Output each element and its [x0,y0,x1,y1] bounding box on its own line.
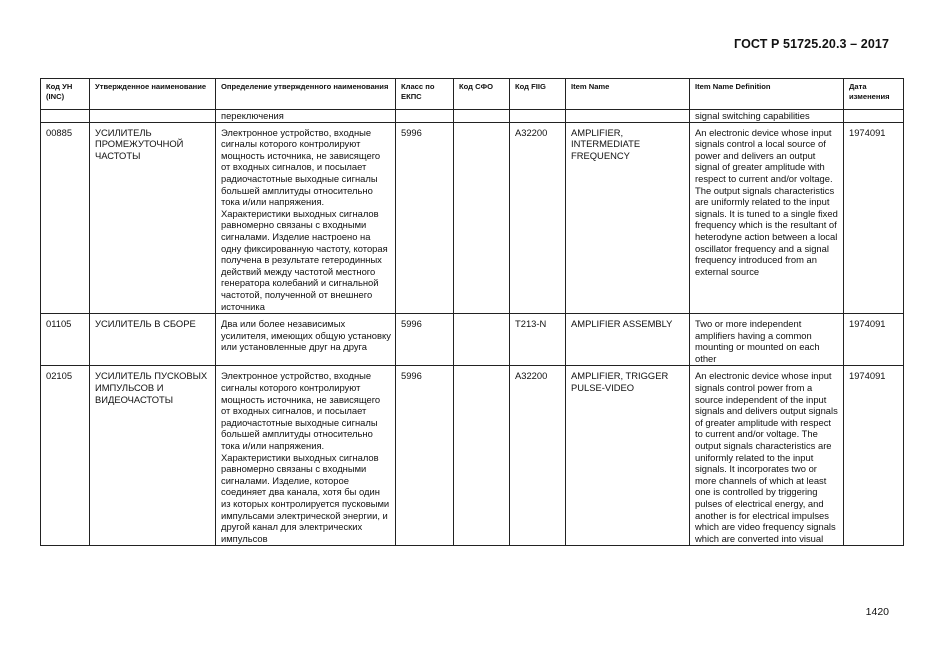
cell-inc [41,110,90,123]
document-code: ГОСТ Р 51725.20.3 – 2017 [734,37,889,51]
col-header-definition-ru: Определение утвержденного наименования [216,79,396,110]
cell-definition-ru: Электронное устройство, входные сигналы которого контролируют мощность источника, не зависящего от входных сигналов, и посылает радиочастотные выходные сигналы большей амплитуды относительно тока и/или напряжения. Характеристики выходных сигналов равномерно связаны с входными сигналами. Изделие, которое соединяет два канала, хотя бы один из которых контролируется пусковыми импульсами электрической энергии, и другой канал для электрических импульсов [216,366,396,546]
table-header-row [41,79,904,110]
cell-definition-ru: переключения [216,110,396,123]
cell-date [844,110,904,123]
cell-definition-en: Two or more independent amplifiers having a common mounting or mounted on each other [690,314,844,366]
col-header-date: Дата изменения [844,79,904,110]
table-row [41,314,904,366]
table-row [41,366,904,546]
cell-fiig: A32200 [510,366,566,546]
cell-inc: 01105 [41,314,90,366]
cell-definition-ru: Два или более независимых усилителя, имеющих общую установку или установленные друг на друга [216,314,396,366]
cell-ekps: 5996 [396,366,454,546]
cell-item-name: AMPLIFIER, INTERMEDIATE FREQUENCY [566,122,690,314]
cell-ekps [396,110,454,123]
cell-inc: 02105 [41,366,90,546]
cell-item-name: AMPLIFIER, TRIGGER PULSE-VIDEO [566,366,690,546]
cell-item-name: AMPLIFIER ASSEMBLY [566,314,690,366]
catalog-table [40,78,904,546]
cell-name-ru: УСИЛИТЕЛЬ ПУСКОВЫХ ИМПУЛЬСОВ И ВИДЕОЧАСТОТЫ [90,366,216,546]
col-header-sfo: Код СФО [454,79,510,110]
cell-fiig: T213-N [510,314,566,366]
col-header-item-name: Item Name [566,79,690,110]
cell-ekps: 5996 [396,314,454,366]
cell-ekps: 5996 [396,122,454,314]
cell-name-ru: УСИЛИТЕЛЬ В СБОРЕ [90,314,216,366]
col-header-inc: Код УН (INC) [41,79,90,110]
cell-name-ru: УСИЛИТЕЛЬ ПРОМЕЖУТОЧНОЙ ЧАСТОТЫ [90,122,216,314]
cell-fiig: A32200 [510,122,566,314]
cell-definition-en: signal switching capabilities [690,110,844,123]
page-number: 1420 [865,606,889,618]
col-header-fiig: Код FIIG [510,79,566,110]
cell-fiig [510,110,566,123]
cell-inc: 00885 [41,122,90,314]
cell-sfo [454,366,510,546]
cell-date: 1974091 [844,122,904,314]
col-header-definition-en: Item Name Definition [690,79,844,110]
cell-name-ru [90,110,216,123]
cell-definition-en: An electronic device whose input signals control a local source of power and delivers an output signal of greater amplitude with respect to current and/or voltage. The output signals characteristics are uniformly related to the input signals. It is tuned to a single fixed frequency which is the resultant of heterodyne action between a local oscillator frequency and a signal frequency introduced from an external source [690,122,844,314]
col-header-name-ru: Утвержденное наименование [90,79,216,110]
cell-item-name [566,110,690,123]
table-row [41,122,904,314]
cell-date: 1974091 [844,366,904,546]
cell-definition-en: An electronic device whose input signals control power from a source independent of the input signals and delivers output signals of greater amplitude with respect to current and/or voltage. The output signals characteristics are uniformly related to the input signals. It incorporates two or more channels of which at least one is controlled by triggering pulses of electrical energy, and another is for electrical impulses which are video frequency signals which are converted into visual [690,366,844,546]
table-row-continuation [41,110,904,123]
col-header-ekps: Класс по ЕКПС [396,79,454,110]
cell-sfo [454,122,510,314]
cell-definition-ru: Электронное устройство, входные сигналы которого контролируют мощность источника, не зависящего от входных сигналов, и посылает радиочастотные выходные сигналы большей амплитуды относительно тока и/или напряжения. Характеристики выходных сигналов равномерно связаны с входными сигналами. Изделие настроено на одну фиксированную частоту, которая получена в результате гетеродинных действий между частотой местного генератора колебаний и сигнальной частотой, полученной от внешнего источника [216,122,396,314]
cell-sfo [454,314,510,366]
cell-sfo [454,110,510,123]
cell-date: 1974091 [844,314,904,366]
